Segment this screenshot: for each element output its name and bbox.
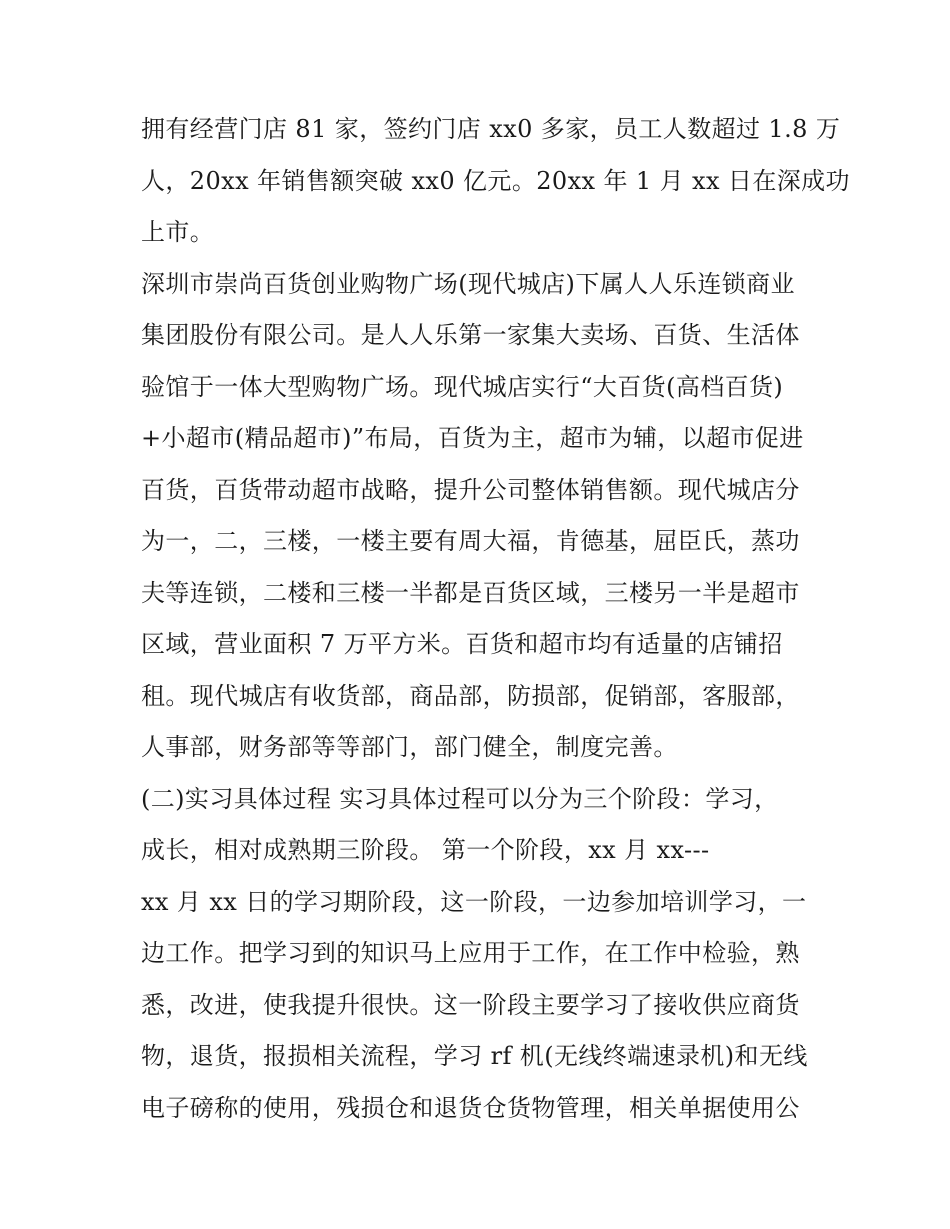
text-line: (二)实习具体过程 实习具体过程可以分为三个阶段：学习， — [141, 784, 779, 813]
text-line: 租。现代城店有收货部，商品部，防损部，促销部，客服部， — [141, 681, 800, 710]
text-line: 夫等连锁，二楼和三楼一半都是百货区域，三楼另一半是超市 — [141, 578, 800, 607]
text-line: 集团股份有限公司。是人人乐第一家集大卖场、百货、生活体 — [141, 321, 800, 349]
body-text — [141, 104, 850, 1134]
text-line: 为一，二，三楼，一楼主要有周大福，肯德基，屈臣氏，蒸功 — [141, 527, 800, 555]
text-line: 区域，营业面积 7 万平方米。百货和超市均有适量的店铺招 — [141, 630, 783, 658]
text-line: 电子磅称的使用，残损仓和退货仓货物管理，相关单据使用公 — [141, 1093, 800, 1122]
text-line: 上市。 — [141, 218, 215, 246]
text-line: 验馆于一体大型购物广场。现代城店实行“大百货(高档百货) — [141, 372, 784, 401]
text-line: 成长，相对成熟期三阶段。 第一个阶段，xx 月 xx--- — [141, 836, 710, 864]
text-line: 悉，改进，使我提升很快。这一阶段主要学习了接收供应商货 — [141, 990, 800, 1019]
text-line: 深圳市崇尚百货创业购物广场(现代城店)下属人人乐连锁商业 — [141, 269, 795, 298]
text-line: 人事部，财务部等等部门，部门健全，制度完善。 — [141, 733, 678, 761]
text-line: 边工作。把学习到的知识马上应用于工作，在工作中检验，熟 — [141, 939, 800, 967]
text-line: 人，20xx 年销售额突破 xx0 亿元。20xx 年 1 月 xx 日在深成功 — [141, 166, 850, 195]
text-line: +小超市(精品超市)”布局，百货为主，超市为辅，以超市促进 — [141, 424, 804, 452]
text-line: 百货，百货带动超市战略，提升公司整体销售额。现代城店分 — [141, 475, 800, 504]
text-line: 物，退货，报损相关流程，学习 rf 机(无线终端速录机)和无线 — [141, 1042, 808, 1070]
text-line: 拥有经营门店 81 家，签约门店 xx0 多家，员工人数超过 1.8 万 — [141, 115, 841, 143]
text-line: xx 月 xx 日的学习期阶段，这一阶段，一边参加培训学习，一 — [141, 887, 807, 916]
